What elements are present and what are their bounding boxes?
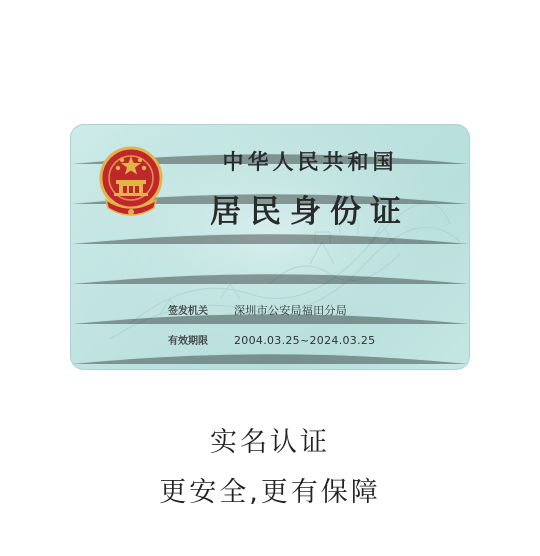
card-title: 居民身份证 xyxy=(210,194,410,230)
caption-line-2: 更安全,更有保障 xyxy=(159,477,381,508)
validity-value: 2004.03.25~2024.03.25 xyxy=(234,334,376,347)
validity-label: 有效期限 xyxy=(168,336,208,347)
issuing-authority-row xyxy=(168,302,347,318)
validity-row xyxy=(168,332,375,347)
national-emblem-icon xyxy=(96,142,166,222)
issuing-authority-label: 签发机关 xyxy=(168,306,208,317)
id-card-back xyxy=(70,124,470,370)
issuing-authority-value: 深圳市公安局福田分局 xyxy=(234,304,347,317)
country-name: 中华人民共和国 xyxy=(222,149,398,174)
caption-line-1: 实名认证 xyxy=(210,427,330,458)
